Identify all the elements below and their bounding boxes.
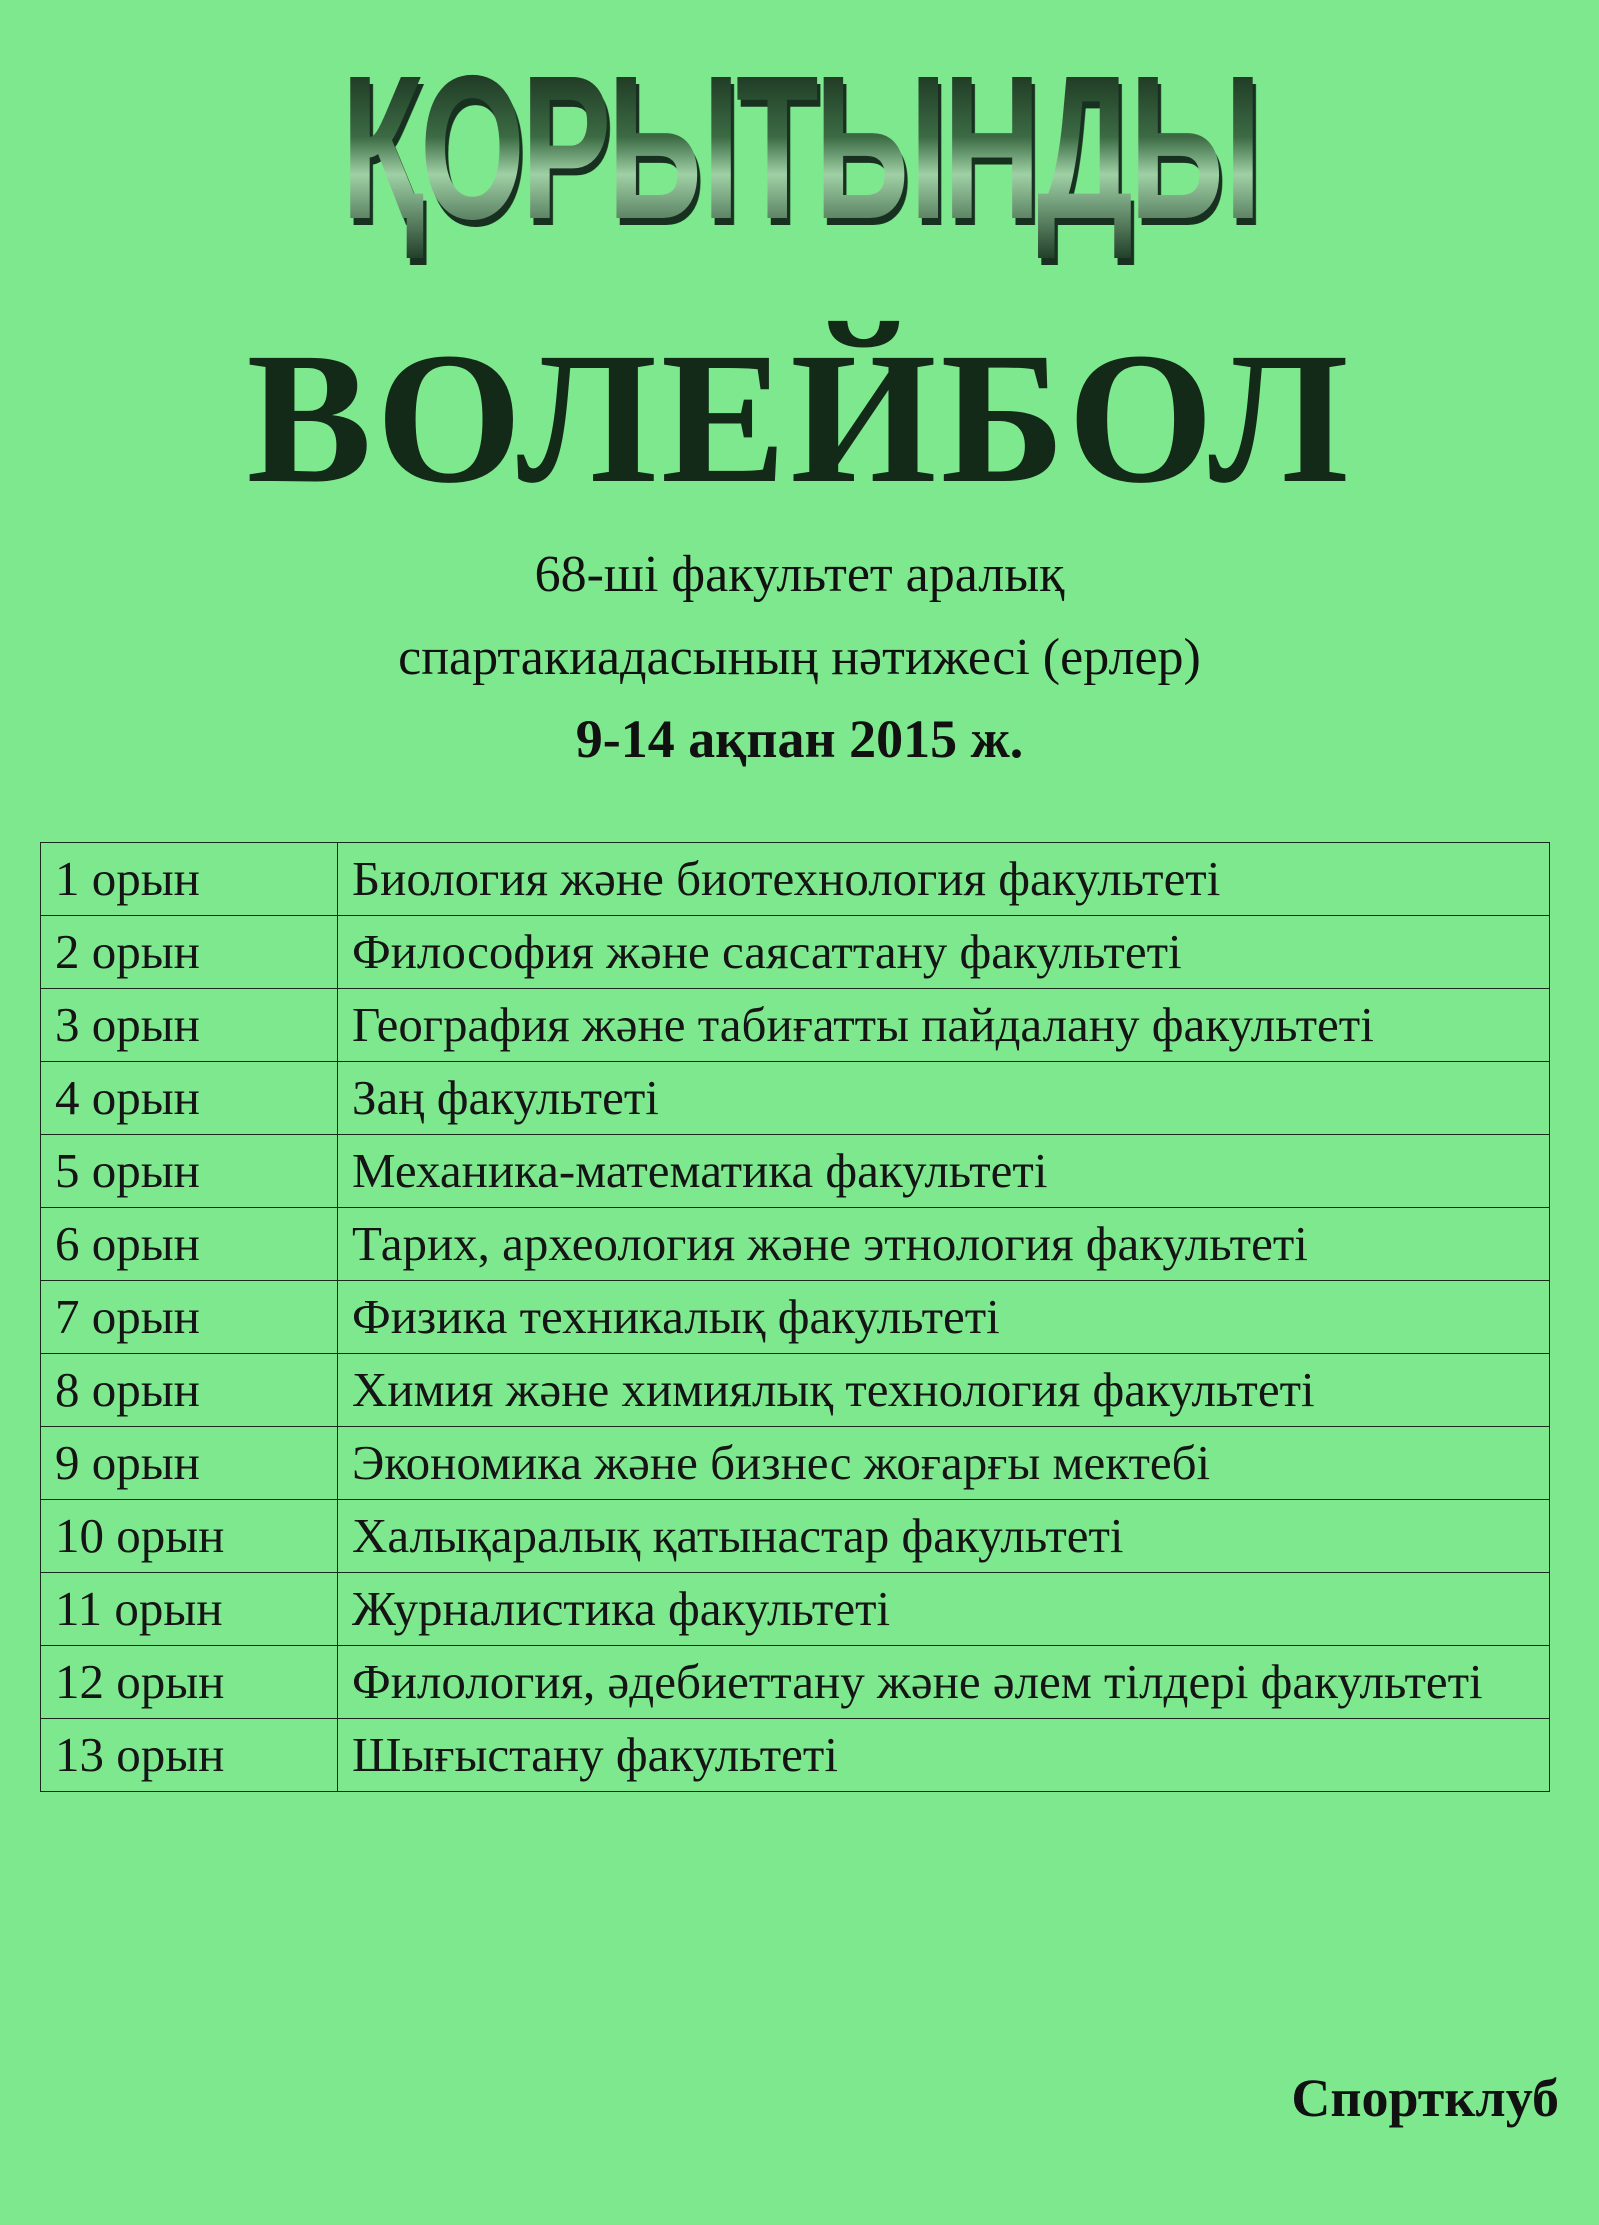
subtitle-line-2: спартакиадасының нәтижесі (ерлер) [398,629,1201,686]
table-row [41,1062,1550,1135]
faculty-cell: География және табиғатты пайдалану факультеті [338,989,1550,1062]
event-dates: 9-14 ақпан 2015 ж. [575,709,1024,769]
table-row [41,1427,1550,1500]
faculty-cell: Физика техникалық факультеті [338,1281,1550,1354]
table-row [41,1573,1550,1646]
table-row [41,1135,1550,1208]
place-cell: 2 орын [41,916,338,989]
faculty-cell: Филология, әдебиеттану және әлем тілдері факультеті [338,1646,1550,1719]
faculty-cell: Тарих, археология және этнология факультеті [338,1208,1550,1281]
faculty-cell: Шығыстану факультеті [338,1719,1550,1792]
faculty-cell: Механика-математика факультеті [338,1135,1550,1208]
place-cell: 8 орын [41,1354,338,1427]
place-cell: 10 орын [41,1500,338,1573]
faculty-cell: Заң факультеті [338,1062,1550,1135]
faculty-cell: Журналистика факультеті [338,1573,1550,1646]
place-cell: 9 орын [41,1427,338,1500]
table-row [41,989,1550,1062]
faculty-cell: Философия және саясаттану факультеті [338,916,1550,989]
table-row [41,1500,1550,1573]
headline: ҚОРЫТЫНДЫ [272,38,1327,258]
table-row [41,843,1550,916]
results-table [40,842,1550,1792]
subtitle-line-1: 68-ші факультет аралық [534,546,1065,603]
table-row [41,1281,1550,1354]
footer-signature: Спортклуб [1291,2068,1559,2128]
faculty-cell: Биология және биотехнология факультеті [338,843,1550,916]
table-row [41,1646,1550,1719]
table-row [41,1208,1550,1281]
faculty-cell: Халықаралық қатынастар факультеті [338,1500,1550,1573]
page-title: ВОЛЕЙБОЛ [246,313,1353,522]
place-cell: 12 орын [41,1646,338,1719]
table-row [41,1354,1550,1427]
faculty-cell: Экономика және бизнес жоғарғы мектебі [338,1427,1550,1500]
place-cell: 7 орын [41,1281,338,1354]
place-cell: 11 орын [41,1573,338,1646]
table-row [41,916,1550,989]
place-cell: 4 орын [41,1062,338,1135]
place-cell: 13 орын [41,1719,338,1792]
place-cell: 6 орын [41,1208,338,1281]
place-cell: 5 орын [41,1135,338,1208]
faculty-cell: Химия және химиялық технология факультеті [338,1354,1550,1427]
table-row [41,1719,1550,1792]
place-cell: 3 орын [41,989,338,1062]
place-cell: 1 орын [41,843,338,916]
